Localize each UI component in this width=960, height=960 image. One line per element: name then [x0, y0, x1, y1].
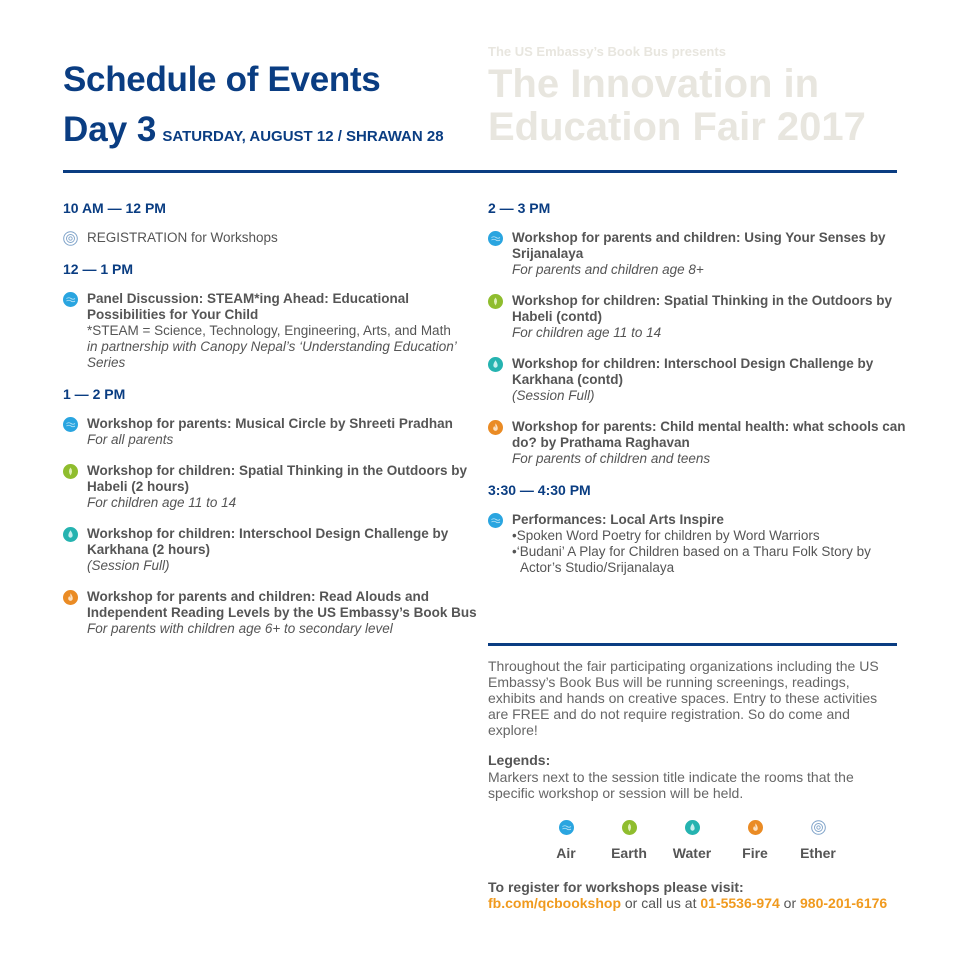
legend-heading: Legends: — [488, 752, 551, 768]
fire-icon — [748, 820, 763, 835]
time-slot-heading: 3:30 — 4:30 PM — [488, 482, 591, 498]
ether-icon — [63, 231, 78, 246]
event-item — [488, 230, 908, 278]
event-item — [488, 356, 908, 404]
event-item — [63, 526, 483, 574]
air-icon — [488, 513, 503, 528]
water-icon — [488, 357, 503, 372]
event-title: Performances: Local Arts Inspire — [512, 512, 724, 527]
air-icon — [488, 231, 503, 246]
event-item — [63, 589, 483, 637]
register-heading: To register for workshops please visit: — [488, 879, 744, 895]
event-item — [63, 291, 483, 371]
air-icon — [63, 417, 78, 432]
event-item — [63, 416, 483, 448]
presenter-text: The US Embassy’s Book Bus presents — [488, 44, 726, 59]
event-subtitle: For all parents — [87, 432, 174, 447]
register-contact — [488, 895, 887, 911]
water-icon — [685, 820, 700, 835]
info-divider — [488, 643, 897, 646]
facebook-link[interactable]: fb.com/qcbookshop — [488, 895, 621, 911]
time-slot-heading: 2 — 3 PM — [488, 200, 551, 216]
time-slot-heading: 1 — 2 PM — [63, 386, 126, 402]
event-item — [488, 512, 908, 576]
event-title: Workshop for parents: Child mental health: what schools can do? by Prathama Raghavan — [512, 419, 906, 450]
right-column — [488, 200, 908, 591]
time-slot-heading: 12 — 1 PM — [63, 261, 134, 277]
register-or-text: or — [779, 895, 801, 911]
phone-link-1[interactable]: 01-5536-974 — [700, 895, 780, 911]
legend-item-earth — [599, 820, 659, 861]
event-title: Workshop for children: Interschool Design Challenge by Karkhana (contd) — [512, 356, 874, 387]
event-title: REGISTRATION for Workshops — [87, 230, 278, 245]
left-column — [63, 200, 483, 652]
legend-description: Markers next to the session title indicate the rooms that the specific workshop or session will be held. — [488, 769, 854, 801]
header-divider — [63, 170, 897, 173]
legend-item-water — [662, 820, 722, 861]
event-title: Panel Discussion: STEAM*ing Ahead: Educational Possibilities for Your Child — [87, 291, 410, 322]
event-subtitle: For parents with children age 6+ to secondary level — [87, 621, 393, 636]
water-icon — [63, 527, 78, 542]
air-icon — [559, 820, 574, 835]
ether-icon — [811, 820, 826, 835]
event-subtitle: For parents of children and teens — [512, 451, 711, 466]
event-subtitle: in partnership with Canopy Nepal’s ‘Understanding Education’ Series — [87, 339, 456, 370]
event-title: Workshop for children: Interschool Design Challenge by Karkhana (2 hours) — [87, 526, 449, 557]
event-title: Workshop for children: Spatial Thinking in the Outdoors by Habeli (2 hours) — [87, 463, 468, 494]
legend-label: Fire — [742, 845, 768, 861]
event-subtitle: For parents and children age 8+ — [512, 262, 704, 277]
earth-icon — [622, 820, 637, 835]
legend-item-fire — [725, 820, 785, 861]
event-item — [63, 463, 483, 511]
air-icon — [63, 292, 78, 307]
event-note: *STEAM = Science, Technology, Engineering, Arts, and Math — [87, 323, 451, 338]
page-title: Schedule of Events — [63, 60, 381, 99]
event-subtitle: (Session Full) — [87, 558, 170, 573]
time-slot-heading: 10 AM — 12 PM — [63, 200, 166, 216]
register-mid-text: or call us at — [621, 895, 701, 911]
info-paragraph: Throughout the fair participating organizations including the US Embassy’s Book Bus will be running screenings, readings, exhibits and hands on creative spaces. Entry to these activities are FREE and do not require registration. So do come and explore! — [488, 658, 879, 738]
event-bullet: •‘Budani’ A Play for Children based on a Tharu Folk Story by Actor’s Studio/Srijanalaya — [512, 544, 871, 575]
fire-icon — [488, 420, 503, 435]
event-title: Workshop for children: Spatial Thinking in the Outdoors by Habeli (contd) — [512, 293, 893, 324]
event-item — [488, 293, 908, 341]
register-block — [488, 879, 887, 911]
day-label: Day 3 — [63, 110, 157, 149]
event-title: Workshop for parents and children: Using Your Senses by Srijanalaya — [512, 230, 886, 261]
legend-label: Air — [556, 845, 576, 861]
event-item — [63, 230, 483, 246]
legend-item-air — [536, 820, 596, 861]
legend-item-ether — [788, 820, 848, 861]
day-line — [63, 110, 444, 150]
event-title: Workshop for parents: Musical Circle by Shreeti Pradhan — [87, 416, 453, 431]
phone-link-2[interactable]: 980-201-6176 — [800, 895, 888, 911]
earth-icon — [63, 464, 78, 479]
fair-title: The Innovation in Education Fair 2017 — [488, 62, 866, 149]
earth-icon — [488, 294, 503, 309]
legend-label: Ether — [800, 845, 836, 861]
event-title: Workshop for parents and children: Read Alouds and Independent Reading Levels by the US Embassy’s Book Bus — [87, 589, 477, 620]
date-label: SATURDAY, AUGUST 12 / SHRAWAN 28 — [162, 128, 444, 145]
legend-label: Water — [672, 845, 712, 861]
event-subtitle: For children age 11 to 14 — [87, 495, 237, 510]
legend-label: Earth — [611, 845, 647, 861]
event-subtitle: (Session Full) — [512, 388, 595, 403]
fire-icon — [63, 590, 78, 605]
event-item — [488, 419, 908, 467]
event-bullet: •Spoken Word Poetry for children by Word Warriors — [512, 528, 820, 543]
event-subtitle: For children age 11 to 14 — [512, 325, 662, 340]
